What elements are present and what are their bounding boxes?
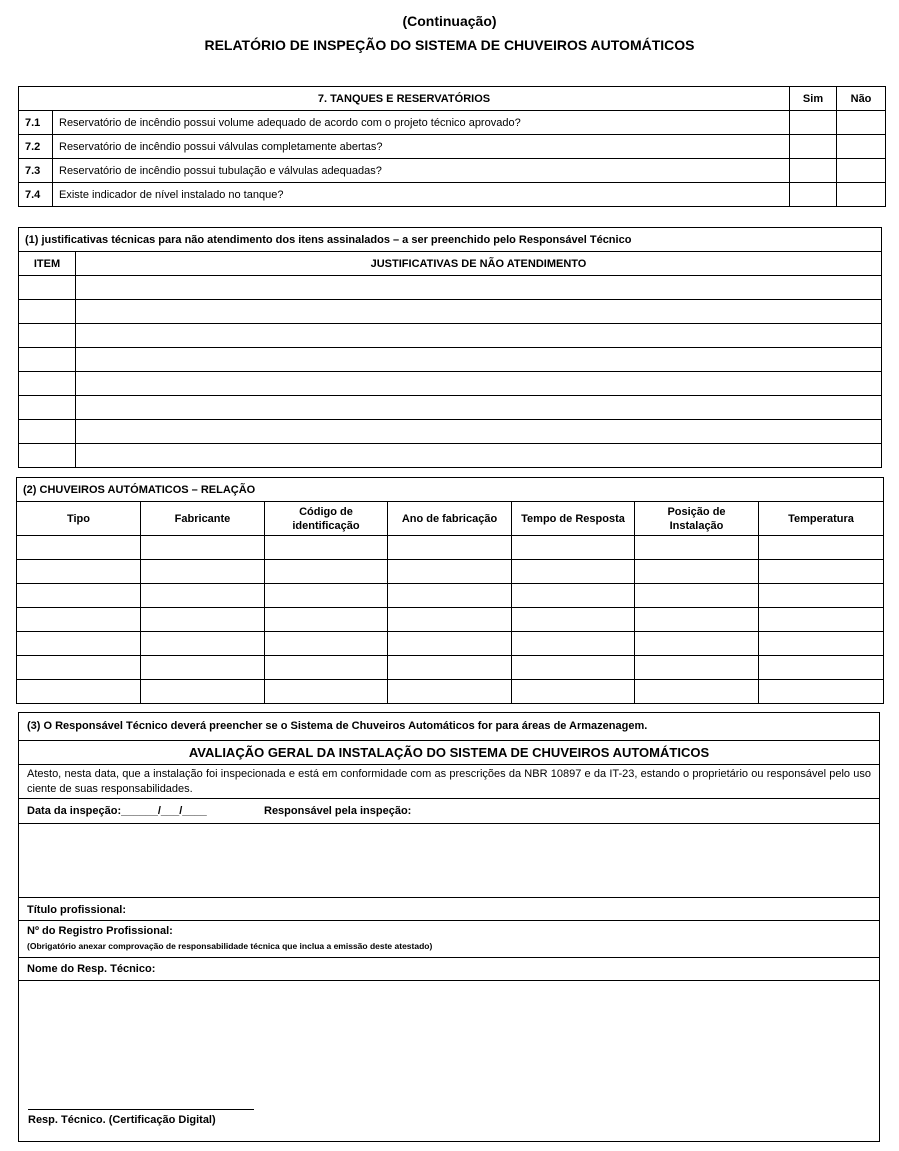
cell[interactable] <box>17 560 141 584</box>
justificativa-cell[interactable] <box>76 420 882 444</box>
cell[interactable] <box>512 656 635 680</box>
item-number: 7.2 <box>19 135 53 159</box>
avaliacao-section <box>18 712 880 1142</box>
justificativas-table <box>18 227 882 468</box>
cell[interactable] <box>265 608 388 632</box>
cell[interactable] <box>512 632 635 656</box>
table-row <box>17 632 884 656</box>
cell[interactable] <box>141 584 265 608</box>
item-cell[interactable] <box>19 324 76 348</box>
table-row <box>19 300 882 324</box>
cell[interactable] <box>265 632 388 656</box>
justificativa-cell[interactable] <box>76 300 882 324</box>
item-cell[interactable] <box>19 396 76 420</box>
table-row <box>19 111 886 135</box>
table-row <box>17 680 884 704</box>
justificativa-cell[interactable] <box>76 324 882 348</box>
col-sim: Sim <box>790 87 837 111</box>
table-row <box>19 159 886 183</box>
nao-checkbox-cell[interactable] <box>837 135 886 159</box>
col-tipo: Tipo <box>17 502 141 536</box>
cell[interactable] <box>635 656 759 680</box>
table-row <box>19 444 882 468</box>
page-title: RELATÓRIO DE INSPEÇÃO DO SISTEMA DE CHUVEIROS AUTOMÁTICOS <box>204 37 695 53</box>
cell[interactable] <box>759 536 884 560</box>
col-item: ITEM <box>19 252 76 276</box>
nao-checkbox-cell[interactable] <box>837 183 886 207</box>
sim-checkbox-cell[interactable] <box>790 135 837 159</box>
table-row <box>19 183 886 207</box>
sim-checkbox-cell[interactable] <box>790 159 837 183</box>
cell[interactable] <box>17 584 141 608</box>
col-temperatura: Temperatura <box>759 502 884 536</box>
table-row <box>17 608 884 632</box>
cell[interactable] <box>759 632 884 656</box>
item-question: Reservatório de incêndio possui válvulas completamente abertas? <box>53 135 790 159</box>
cell[interactable] <box>17 680 141 704</box>
cell[interactable] <box>388 680 512 704</box>
registro-row <box>19 921 879 958</box>
section3-note: (3) O Responsável Técnico deverá preencher se o Sistema de Chuveiros Automáticos for para áreas de Armazenagem. <box>19 713 879 741</box>
item-question: Reservatório de incêndio possui volume adequado de acordo com o projeto técnico aprovado? <box>53 111 790 135</box>
item-question: Reservatório de incêndio possui tubulação e válvulas adequadas? <box>53 159 790 183</box>
cell[interactable] <box>265 536 388 560</box>
cell[interactable] <box>512 560 635 584</box>
cell[interactable] <box>388 608 512 632</box>
chuveiros-table <box>16 477 884 704</box>
cell[interactable] <box>17 608 141 632</box>
cell[interactable] <box>512 536 635 560</box>
item-question: Existe indicador de nível instalado no tanque? <box>53 183 790 207</box>
table-row <box>17 656 884 680</box>
col-codigo: Código de identificação <box>265 502 388 536</box>
signature-line[interactable] <box>28 1109 254 1110</box>
cell[interactable] <box>759 656 884 680</box>
cell[interactable] <box>759 680 884 704</box>
col-nao: Não <box>837 87 886 111</box>
cell[interactable] <box>265 584 388 608</box>
col-justificativas: JUSTIFICATIVAS DE NÃO ATENDIMENTO <box>76 252 882 276</box>
cell[interactable] <box>512 608 635 632</box>
cell[interactable] <box>388 536 512 560</box>
col-fabricante: Fabricante <box>141 502 265 536</box>
table-row <box>19 420 882 444</box>
cell[interactable] <box>17 656 141 680</box>
responsavel-inspecao-label: Responsável pela inspeção: <box>264 805 412 817</box>
table-row <box>19 372 882 396</box>
cell[interactable] <box>759 584 884 608</box>
cell[interactable] <box>265 560 388 584</box>
justificativas-caption-row <box>19 228 882 252</box>
cell[interactable] <box>17 536 141 560</box>
registro-note: (Obrigatório anexar comprovação de responsabilidade técnica que inclua a emissão deste atestado) <box>27 941 433 951</box>
chuveiros-header-row <box>17 502 884 536</box>
col-posicao: Posição de Instalação <box>635 502 759 536</box>
justificativa-cell[interactable] <box>76 276 882 300</box>
cell[interactable] <box>265 656 388 680</box>
item-cell[interactable] <box>19 276 76 300</box>
justificativa-cell[interactable] <box>76 372 882 396</box>
table-row <box>19 135 886 159</box>
cell[interactable] <box>635 632 759 656</box>
table-row <box>19 396 882 420</box>
justificativas-header-row <box>19 252 882 276</box>
cell[interactable] <box>759 608 884 632</box>
atesto-text: Atesto, nesta data, que a instalação foi inspecionada e está em conformidade com as prescrições da NBR 10897 e da IT-23, estando o proprietário ou responsável pelo uso ciente de suas responsabilidades. <box>19 765 879 799</box>
nao-checkbox-cell[interactable] <box>837 159 886 183</box>
cell[interactable] <box>388 632 512 656</box>
cell[interactable] <box>388 584 512 608</box>
cell[interactable] <box>141 560 265 584</box>
justificativa-cell[interactable] <box>76 444 882 468</box>
cell[interactable] <box>635 608 759 632</box>
titulo-profissional-label: Título profissional: <box>19 898 879 921</box>
table-row <box>19 276 882 300</box>
justificativas-caption: (1) justificativas técnicas para não atendimento dos itens assinalados – a ser preenchido pelo Responsável Técnico <box>19 228 882 252</box>
cell[interactable] <box>141 608 265 632</box>
cell[interactable] <box>141 536 265 560</box>
item-cell[interactable] <box>19 420 76 444</box>
justificativa-cell[interactable] <box>76 396 882 420</box>
sim-checkbox-cell[interactable] <box>790 183 837 207</box>
table-row <box>19 324 882 348</box>
item-number: 7.3 <box>19 159 53 183</box>
cell[interactable] <box>388 656 512 680</box>
cell[interactable] <box>635 536 759 560</box>
cell[interactable] <box>388 560 512 584</box>
cell[interactable] <box>635 560 759 584</box>
table-row <box>17 584 884 608</box>
table-row <box>17 560 884 584</box>
item-cell[interactable] <box>19 372 76 396</box>
cell[interactable] <box>17 632 141 656</box>
data-inspecao-label[interactable]: Data da inspeção:______/___/____ <box>27 805 207 817</box>
cell[interactable] <box>512 584 635 608</box>
header-continuacao: (Continuação) <box>402 13 497 29</box>
data-responsavel-row <box>19 799 879 824</box>
cell[interactable] <box>512 680 635 704</box>
chuveiros-caption: (2) CHUVEIROS AUTÓMATICOS – RELAÇÃO <box>17 478 884 502</box>
cell[interactable] <box>265 680 388 704</box>
col-ano: Ano de fabricação <box>388 502 512 536</box>
cell[interactable] <box>635 584 759 608</box>
tanques-table <box>18 86 886 207</box>
avaliacao-title: AVALIAÇÃO GERAL DA INSTALAÇÃO DO SISTEMA DE CHUVEIROS AUTOMÁTICOS <box>19 741 879 765</box>
tanques-header-row <box>19 87 886 111</box>
chuveiros-caption-row <box>17 478 884 502</box>
table-row <box>17 536 884 560</box>
cell[interactable] <box>759 560 884 584</box>
nao-checkbox-cell[interactable] <box>837 111 886 135</box>
cell[interactable] <box>635 680 759 704</box>
nome-resp-label: Nome do Resp. Técnico: <box>19 958 879 981</box>
table-row <box>19 348 882 372</box>
signature-label: Resp. Técnico. (Certificação Digital) <box>28 1114 216 1126</box>
responsavel-field[interactable] <box>19 824 879 898</box>
justificativa-cell[interactable] <box>76 348 882 372</box>
cell[interactable] <box>141 632 265 656</box>
item-number: 7.4 <box>19 183 53 207</box>
item-cell[interactable] <box>19 300 76 324</box>
cell[interactable] <box>141 656 265 680</box>
cell[interactable] <box>141 680 265 704</box>
item-number: 7.1 <box>19 111 53 135</box>
sim-checkbox-cell[interactable] <box>790 111 837 135</box>
item-cell[interactable] <box>19 444 76 468</box>
col-tempo: Tempo de Resposta <box>512 502 635 536</box>
tanques-title: 7. TANQUES E RESERVATÓRIOS <box>19 87 790 111</box>
registro-label: Nº do Registro Profissional: <box>27 925 173 937</box>
item-cell[interactable] <box>19 348 76 372</box>
